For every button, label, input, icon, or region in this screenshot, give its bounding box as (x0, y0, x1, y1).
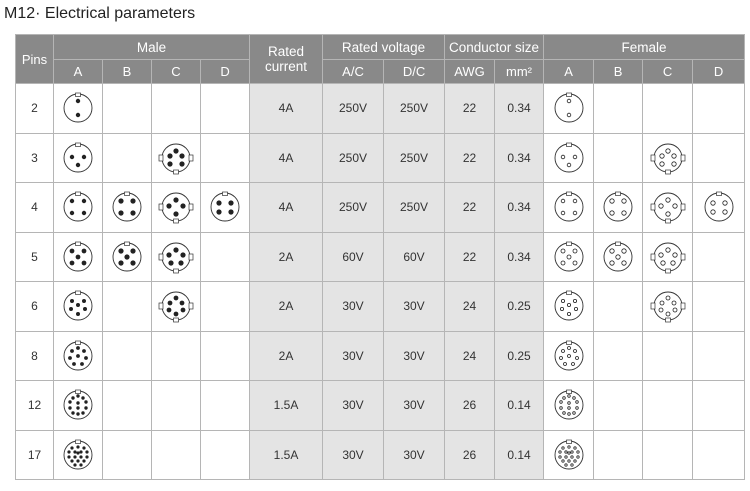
female-diagram-cell (544, 232, 594, 282)
female-code-header: C (643, 60, 693, 84)
male-code-header: A (54, 60, 103, 84)
male-diagram-cell (201, 331, 250, 381)
male-diagram-cell (54, 430, 103, 480)
male-header: Male (54, 35, 250, 60)
female-diagram-cell (643, 84, 693, 134)
awg-cell: 22 (445, 84, 495, 134)
table-row (16, 430, 745, 480)
page-title: M12· Electrical parameters (4, 5, 196, 22)
awg-cell: 22 (445, 183, 495, 233)
rated-current-cell: 2A (250, 232, 323, 282)
mm2-cell: 0.25 (495, 331, 544, 381)
table-row (16, 133, 745, 183)
rated-voltage-dc-cell: 250V (384, 183, 445, 233)
rated-voltage-dc-cell: 60V (384, 232, 445, 282)
male-diagram-cell (201, 133, 250, 183)
male-diagram-cell (201, 381, 250, 431)
male-diagram-cell (103, 183, 152, 233)
connector-pin-diagram (152, 283, 200, 329)
rated-voltage-ac-cell: 30V (323, 381, 384, 431)
male-diagram-cell (152, 282, 201, 332)
pins-cell: 8 (16, 331, 54, 381)
female-diagram-cell (693, 381, 745, 431)
rated-current-cell: 1.5A (250, 430, 323, 480)
female-diagram-cell (544, 430, 594, 480)
connector-pin-diagram (54, 432, 102, 478)
female-diagram-cell (594, 331, 643, 381)
male-diagram-cell (103, 430, 152, 480)
female-code-header: D (693, 60, 745, 84)
rated-voltage-dc-cell: 250V (384, 84, 445, 134)
table-row (16, 331, 745, 381)
female-diagram-cell (693, 84, 745, 134)
connector-pin-diagram (594, 234, 642, 280)
rated-current-cell: 4A (250, 133, 323, 183)
rated-voltage-ac-cell: 250V (323, 183, 384, 233)
rated-current-cell: 2A (250, 282, 323, 332)
connector-pin-diagram (54, 234, 102, 280)
female-diagram-cell (594, 133, 643, 183)
male-diagram-cell (152, 331, 201, 381)
female-diagram-cell (594, 84, 643, 134)
pins-header: Pins (16, 35, 54, 84)
connector-pin-diagram (545, 333, 593, 379)
rated-current-header: Rated current (250, 35, 323, 84)
connector-pin-diagram (54, 333, 102, 379)
female-diagram-cell (643, 430, 693, 480)
connector-pin-diagram (54, 135, 102, 181)
rated-voltage-ac-cell: 250V (323, 84, 384, 134)
awg-cell: 26 (445, 430, 495, 480)
male-diagram-cell (152, 84, 201, 134)
male-diagram-cell (152, 430, 201, 480)
pins-cell: 17 (16, 430, 54, 480)
female-diagram-cell (693, 133, 745, 183)
male-diagram-cell (54, 381, 103, 431)
female-code-header: A (544, 60, 594, 84)
table-row (16, 282, 745, 332)
rated-voltage-ac-cell: 60V (323, 232, 384, 282)
female-header: Female (544, 35, 745, 60)
male-diagram-cell (152, 232, 201, 282)
pins-cell: 12 (16, 381, 54, 431)
mm2-cell: 0.14 (495, 381, 544, 431)
male-diagram-cell (54, 84, 103, 134)
male-diagram-cell (201, 430, 250, 480)
connector-pin-diagram (103, 184, 151, 230)
connector-pin-diagram (545, 85, 593, 131)
electrical-parameters-table (15, 34, 745, 480)
connector-pin-diagram (54, 283, 102, 329)
rated-voltage-ac-cell: 30V (323, 430, 384, 480)
female-diagram-cell (643, 331, 693, 381)
connector-pin-diagram (545, 234, 593, 280)
connector-pin-diagram (201, 184, 249, 230)
connector-pin-diagram (152, 184, 200, 230)
male-diagram-cell (103, 282, 152, 332)
mm2-cell: 0.34 (495, 232, 544, 282)
connector-pin-diagram (644, 234, 692, 280)
pins-cell: 3 (16, 133, 54, 183)
female-diagram-cell (544, 381, 594, 431)
connector-pin-diagram (54, 184, 102, 230)
awg-cell: 24 (445, 282, 495, 332)
female-diagram-cell (544, 183, 594, 233)
female-diagram-cell (594, 381, 643, 431)
female-diagram-cell (643, 282, 693, 332)
table-row (16, 183, 745, 233)
mm2-cell: 0.25 (495, 282, 544, 332)
male-code-header: B (103, 60, 152, 84)
pins-cell: 2 (16, 84, 54, 134)
ac-header: A/C (323, 60, 384, 84)
rated-voltage-dc-cell: 30V (384, 430, 445, 480)
connector-pin-diagram (152, 234, 200, 280)
male-code-header: D (201, 60, 250, 84)
mm2-cell: 0.34 (495, 183, 544, 233)
female-diagram-cell (544, 331, 594, 381)
connector-pin-diagram (545, 135, 593, 181)
female-diagram-cell (544, 133, 594, 183)
rated-voltage-ac-cell: 250V (323, 133, 384, 183)
awg-cell: 26 (445, 381, 495, 431)
rated-voltage-dc-cell: 30V (384, 381, 445, 431)
male-diagram-cell (201, 183, 250, 233)
table-body (16, 84, 745, 480)
rated-voltage-ac-cell: 30V (323, 331, 384, 381)
connector-pin-diagram (54, 85, 102, 131)
mm2-cell: 0.34 (495, 133, 544, 183)
male-diagram-cell (201, 232, 250, 282)
connector-pin-diagram (54, 382, 102, 428)
male-diagram-cell (103, 232, 152, 282)
connector-pin-diagram (545, 432, 593, 478)
rated-voltage-header: Rated voltage (323, 35, 445, 60)
mm2-header: mm² (495, 60, 544, 84)
female-diagram-cell (643, 232, 693, 282)
female-code-header: B (594, 60, 643, 84)
pins-cell: 5 (16, 232, 54, 282)
male-diagram-cell (201, 84, 250, 134)
connector-pin-diagram (644, 184, 692, 230)
conductor-size-header: Conductor size (445, 35, 544, 60)
male-diagram-cell (103, 133, 152, 183)
female-diagram-cell (693, 282, 745, 332)
male-diagram-cell (201, 282, 250, 332)
rated-current-cell: 2A (250, 331, 323, 381)
female-diagram-cell (643, 133, 693, 183)
pins-cell: 6 (16, 282, 54, 332)
rated-current-cell: 4A (250, 84, 323, 134)
female-diagram-cell (693, 430, 745, 480)
awg-cell: 22 (445, 133, 495, 183)
connector-pin-diagram (644, 283, 692, 329)
male-diagram-cell (54, 183, 103, 233)
male-diagram-cell (103, 84, 152, 134)
male-diagram-cell (103, 381, 152, 431)
male-diagram-cell (54, 232, 103, 282)
rated-voltage-dc-cell: 30V (384, 331, 445, 381)
female-diagram-cell (693, 232, 745, 282)
connector-pin-diagram (594, 184, 642, 230)
female-diagram-cell (544, 84, 594, 134)
male-diagram-cell (54, 133, 103, 183)
rated-voltage-ac-cell: 30V (323, 282, 384, 332)
female-diagram-cell (693, 183, 745, 233)
connector-pin-diagram (644, 135, 692, 181)
pins-cell: 4 (16, 183, 54, 233)
connector-pin-diagram (545, 382, 593, 428)
female-diagram-cell (643, 381, 693, 431)
male-code-header: C (152, 60, 201, 84)
awg-cell: 22 (445, 232, 495, 282)
connector-pin-diagram (152, 135, 200, 181)
rated-current-cell: 4A (250, 183, 323, 233)
male-diagram-cell (152, 183, 201, 233)
female-diagram-cell (594, 232, 643, 282)
female-diagram-cell (594, 282, 643, 332)
male-diagram-cell (54, 331, 103, 381)
mm2-cell: 0.14 (495, 430, 544, 480)
table-row (16, 232, 745, 282)
female-diagram-cell (594, 183, 643, 233)
female-diagram-cell (693, 331, 745, 381)
male-diagram-cell (152, 133, 201, 183)
connector-pin-diagram (695, 184, 743, 230)
table-row (16, 381, 745, 431)
dc-header: D/C (384, 60, 445, 84)
female-diagram-cell (544, 282, 594, 332)
male-diagram-cell (103, 331, 152, 381)
rated-voltage-dc-cell: 30V (384, 282, 445, 332)
female-diagram-cell (643, 183, 693, 233)
awg-cell: 24 (445, 331, 495, 381)
connector-pin-diagram (545, 184, 593, 230)
male-diagram-cell (54, 282, 103, 332)
rated-voltage-dc-cell: 250V (384, 133, 445, 183)
connector-pin-diagram (103, 234, 151, 280)
rated-current-cell: 1.5A (250, 381, 323, 431)
table-row (16, 84, 745, 134)
mm2-cell: 0.34 (495, 84, 544, 134)
connector-pin-diagram (545, 283, 593, 329)
awg-header: AWG (445, 60, 495, 84)
female-diagram-cell (594, 430, 643, 480)
male-diagram-cell (152, 381, 201, 431)
